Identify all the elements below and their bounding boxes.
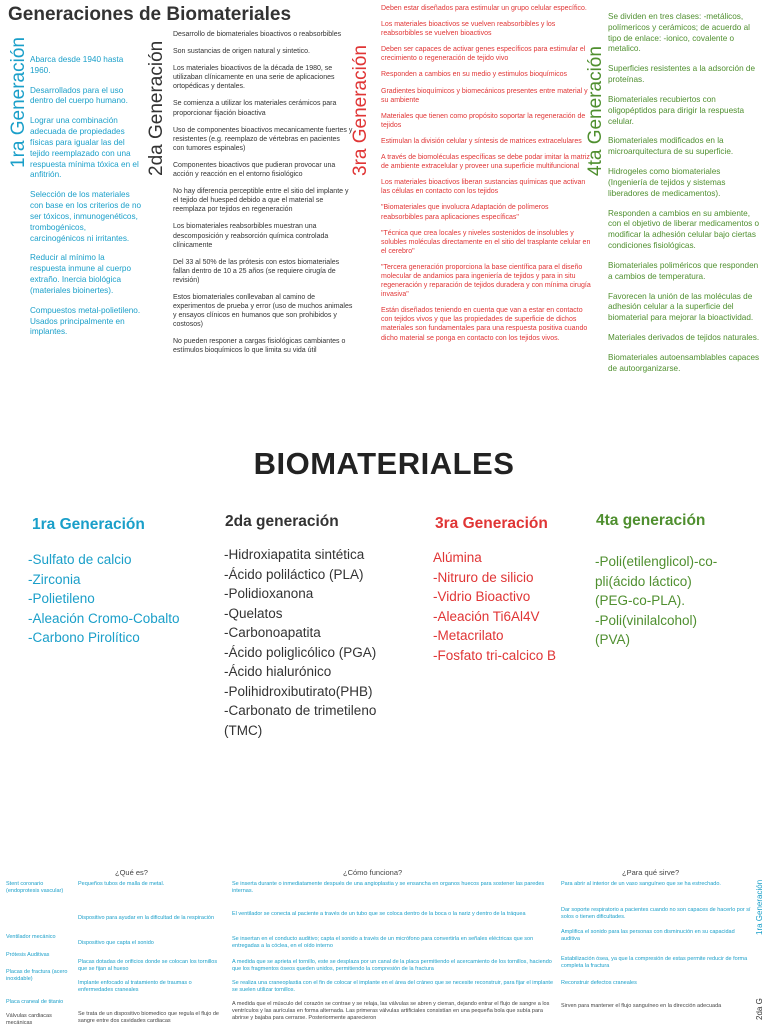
gen2-note: Componentes bioactivos que pudieran provocar una acción y reacción en el entorno fisiológico — [173, 161, 336, 179]
row-para: Estabilización ósea, ya que la compresión de estas permite reducir de forma completa la fractura — [561, 956, 748, 969]
gen2-notes — [173, 30, 353, 364]
gen4-materials — [595, 552, 717, 650]
material-item: -Carbonato de trimetileno — [224, 703, 377, 718]
gen-label-2: 2da Generación — [146, 40, 167, 176]
material-item: -Poli(vinilalcohol) — [595, 612, 698, 628]
row-para: Para abrir al interior de un vaso sanguíneo que se ha estrechado. — [561, 881, 721, 887]
gen2-note: Del 33 al 50% de las prótesis con estos biomateriales fallan dentro de 10 a 25 años (se requiere cirugía de revisión) — [173, 258, 340, 284]
gen1-materials — [28, 550, 180, 648]
gen4-note: Biomateriales modificados en la microarquitectura de su superficie. — [608, 136, 734, 157]
material-item: -Aleación Cromo-Cobalto — [28, 610, 180, 626]
gen3-note: Están diseñados teniendo en cuenta que van a estar en contacto con tejidos vivos y que las propiedades de superficie de dichos materiales son fundamentales para una respuesta positiva cuando dicho material se ponga en contacto con los tejidos vivos. — [381, 307, 588, 342]
col-header-como: ¿Cómo funciona? — [343, 868, 403, 877]
gen2-note: Son sustancias de origen natural y sintetico. — [173, 48, 310, 56]
gen-label-1: 1ra Generación — [8, 37, 29, 168]
gen3-header: 3ra Generación — [435, 515, 548, 532]
row-que: Dispositivo que capta el sonido — [78, 940, 154, 946]
row-para: Amplifica el sonido para las personas con disminución en su capacidad auditiva — [561, 929, 735, 942]
gen4-note: Se dividen en tres clases: -metálicos, polímericos y cerámicos; de acuerdo al tipo de enlace: -ionico, covalente o metalico. — [608, 12, 750, 54]
material-item: -Metacrilato — [433, 628, 504, 643]
row-como: Se realiza una craneoplastia con el fin de colocar el implante en el área del cráneo que se necesite reconstruir, para fijar el implante se suelen utilizar tornillos. — [232, 980, 554, 993]
material-item: -Hidroxiapatita sintética — [224, 547, 365, 562]
gen3-note: Materiales que tienen como propósito soportar la regeneración de tejidos — [381, 112, 586, 129]
gen2-note: Los materiales bioactivos de la década de 1980, se utilizaban clínicamente en una serie de aplicaciones ortopédicas y dentales. — [173, 65, 335, 91]
row-label: Prótesis Auditivas — [6, 952, 50, 958]
gen1-note: Lograr una combinación adecuada de propiedades físicas para igualar las del tejido reemplazado con una respuesta mínima tóxica en el anfitrión. — [30, 116, 139, 180]
row-como: A medida que se aprieta el tornillo, este se desplaza por un canal de la placa permitiendo el acercamiento de los tornillos, haciendo que los fragmentos óseos queden unidos, permitiendo la compresión de la fractura — [232, 959, 552, 972]
material-item: -Polidioxanona — [224, 586, 314, 601]
row-como: El ventilador se conecta al paciente a través de un tubo que se coloca dentro de la boca o la nariz y dentro de la tráquea — [232, 911, 526, 917]
table-side-label-g1: 1ra Generación — [755, 879, 764, 935]
gen1-notes — [30, 55, 142, 347]
gen1-note: Desarrollados para el uso dentro del cuerpo humano. — [30, 85, 128, 106]
gen2-header: 2da generación — [225, 513, 339, 530]
material-item: -Polietileno — [28, 591, 95, 606]
gen-label-3: 3ra Generación — [350, 45, 371, 176]
row-label: Placa craneal de titanio — [6, 999, 64, 1005]
row-para: Dar soporte respiratorio a pacientes cuando no son capaces de hacerlo por sí solos o tienen dificultades. — [561, 907, 751, 920]
row-label: Placas de fractura (acero inoxidable) — [6, 969, 68, 982]
material-item: -Vidrio Bioactivo — [433, 589, 531, 604]
gen4-note: Hidrogeles como biomateriales (Ingeniería de tejidos y sistemas liberadores de medicamentos). — [608, 167, 726, 198]
gen3-materials — [433, 548, 556, 665]
row-label: Válvulas cardiacas mecánicas — [6, 1013, 52, 1026]
gen3-note: "Tercera generación proporciona la base científica para el diseño molecular de andamios para ingeniería de tejidos y para in situ regeneración y reparación de tejidos duradera y con mínima cirugía invasiva" — [381, 263, 591, 299]
material-item: (PVA) — [595, 632, 631, 647]
row-que: Dispositivo para ayudar en la dificultad de la respiración — [78, 915, 215, 921]
material-item: -Carbono Pirolítico — [28, 630, 140, 645]
gen2-note: No pueden responer a cargas fisiológicas cambiantes o estímulos bioquímicos lo que limita su vida útil — [173, 338, 346, 355]
material-item: -Ácido poliláctico (PLA) — [224, 566, 364, 582]
material-item: -Nitruro de silicio — [433, 569, 534, 585]
gen-label-4: 4ta Generación — [585, 46, 606, 176]
material-item: -Ácido hialurónico — [224, 664, 332, 679]
gen2-note: No hay diferencia perceptible entre el sitio del implante y el tejido del huesped debido a que el material se reemplaza por tejidos en regeneración — [173, 188, 349, 214]
gen4-note: Biomateriales poliméricos que responden a cambios de temperatura. — [608, 260, 759, 281]
gen4-note: Biomateriales autoensamblables capaces de autoorganizarse. — [608, 352, 760, 373]
page-title: Generaciones de Biomateriales — [8, 4, 292, 25]
material-item: -Carbonoapatita — [224, 625, 321, 640]
gen3-note: Deben ser capaces de activar genes específicos para estimular el crecimiento o regeneración de tejido vivo — [381, 46, 586, 63]
gen4-note: Favorecen la unión de las moléculas de adhesión celular a la superficie del biomaterial para mejorar la bioactividad. — [608, 291, 754, 323]
row-que: Placas dotadas de orificios donde se colocan los tornillos que se fijan al hueso — [78, 959, 218, 972]
row-que: Implante enfocado al tratamiento de traumas o enfermedades craneales — [78, 980, 192, 993]
gen3-note: Estimulan la división celular y síntesis de matrices extracelulares — [381, 137, 582, 145]
gen2-note: Desarrollo de biomateriales bioactivos o reabsorbibles — [173, 31, 342, 38]
material-item: -Poli(etilenglicol)-co- — [595, 554, 718, 569]
gen3-note: Los materiales bioactivos se vuelven reabsorbibles y los reabsorbibles se vuelven bioactivos — [381, 21, 556, 38]
material-item: (PEG-co-PLA). — [595, 593, 686, 608]
gen3-note: "Biomateriales que involucra Adaptación de polímeros reabsorbibles para aplicaciones específicas" — [381, 204, 549, 221]
gen4-header: 4ta generación — [596, 512, 706, 529]
gen1-note: Compuestos metal-polietileno. Usados principalmente en implantes. — [30, 305, 141, 337]
gen1-note: Abarca desde 1940 hasta 1960. — [30, 55, 124, 75]
material-item: -Sulfato de calcio — [28, 552, 132, 567]
row-que: Se trata de un dispositivo biomedico que regula el flujo de sangre entre dos cavidades cardiacas — [78, 1011, 219, 1024]
material-item: -Ácido poliglicólico (PGA) — [224, 644, 377, 660]
gen3-note: Responden a cambios en su medio y estimulos bioquímicos — [381, 71, 567, 79]
gen3-notes — [381, 4, 591, 350]
table-side-label-g2: 2da G — [755, 998, 764, 1020]
col-header-que: ¿Qué es? — [115, 868, 148, 877]
biomateriales-heading: BIOMATERIALES — [253, 446, 515, 481]
gen2-note: Uso de componentes bioactivos mecanicamente fuertes y resistentes (e.g. reemplazo de vértebras en pacientes con tumores espinales) — [173, 126, 353, 152]
material-item: pli(ácido láctico) — [595, 573, 692, 589]
row-label: Stent coronario (endoprotesis vascular) — [6, 881, 64, 894]
material-item: -Polihidroxibutirato(PHB) — [224, 683, 373, 699]
row-para: Sirven para mantener el flujo sanguíneo en la dirección adecuada — [561, 1003, 722, 1009]
gen1-header: 1ra Generación — [32, 516, 145, 533]
gen4-notes — [608, 12, 760, 384]
gen3-note: "Técnica que crea locales y niveles sostenidos de insolubles y solubles moléculas directamente en el sitio del trasplante celular en el cerebro" — [381, 229, 591, 255]
gen3-note: Gradientes bioquímicos y biomecánicos presentes entre material y su ambiente — [381, 87, 588, 104]
material-item: -Fosfato tri-calcico B — [433, 647, 557, 663]
gen1-note: Selección de los materiales con base en los criterios de no ser tóxicos, inmunogenéticos, trombogénicos, carcinogénicos ni irritantes. — [30, 190, 142, 243]
gen2-note: Se comienza a utilizar los materiales cerámicos para proporcionar fijación bioactiva — [173, 100, 337, 117]
col-header-para: ¿Para qué sirve? — [622, 868, 680, 877]
row-que: Pequeños tubos de malla de metal. — [78, 881, 165, 887]
material-item: -Quelatos — [224, 605, 283, 621]
material-item: (TMC) — [224, 722, 263, 738]
gen3-note: Los materiales bioactivos liberan sustancias químicas que activan las células en contacto con los tejidos — [381, 179, 586, 196]
material-item: -Aleación Ti6Al4V — [433, 608, 540, 624]
material-item: -Zirconia — [28, 571, 81, 587]
gen1-note: Reducir al mínimo la respuesta inmune al cuerpo extraño. Inercia biológica (materiales bioinertes). — [30, 253, 132, 295]
gen2-note: Estos biomateriales conllevaban al camino de experimentos de prueba y error (uso de muchos animales y ensayos clínicos en humanos que son prohibidos y costosos) — [173, 293, 353, 329]
row-como: Se inserta durante o inmediatamente después de una angioplastia y se ensancha en organos huecos para sostener las paredes internas. — [232, 881, 545, 894]
row-como: A medida que el músculo del corazón se contrae y se relaja, las válvulas se abren y cierran, dejando entrar el flujo de sangre a los ventrículos y las aurículas en forma alternada. Las primeras válvulas artificiales consistían en una pequeña bola que subía para abrirse y bajaba para cerrarse. Posteriormente aparecieron — [232, 1001, 550, 1021]
row-label: Ventilador mecánico — [6, 934, 56, 940]
gen4-note: Materiales derivados de tejidos naturales. — [608, 333, 760, 343]
gen2-materials — [224, 545, 376, 740]
row-para: Reconstruir defectos craneales — [561, 980, 637, 986]
gen2-note: Los biomateriales reabsorbibles muestran una descomposición y reabsorción química controlada clínicamente — [173, 223, 329, 249]
material-item: Alúmina — [433, 550, 482, 565]
gen4-note: Responden a cambios en su ambiente, con el objetivo de liberar medicamentos o modificar la adhesión celular bajo ciertas condiciones fisiológicas. — [608, 208, 760, 251]
row-como: Se insertan en el conducto auditivo; capta el sonido a través de un micrófono para convertirla en señales eléctricas que son entregadas a la cóclea, en el oído interno — [232, 936, 534, 949]
gen3-note: A través de biomoléculas específicas se debe podar imitar la matriz de ambiente extracelular y proveer una superficie multifuncional — [381, 154, 590, 171]
gen4-note: Superficies resistentes a la adsorción de proteínas. — [608, 64, 755, 85]
gen4-note: Biomateriales recubiertos con oligopéptidos para dirigir la respuesta celular. — [608, 94, 745, 126]
gen3-note: Deben estar diseñados para estimular un grupo celular específico. — [381, 5, 587, 12]
